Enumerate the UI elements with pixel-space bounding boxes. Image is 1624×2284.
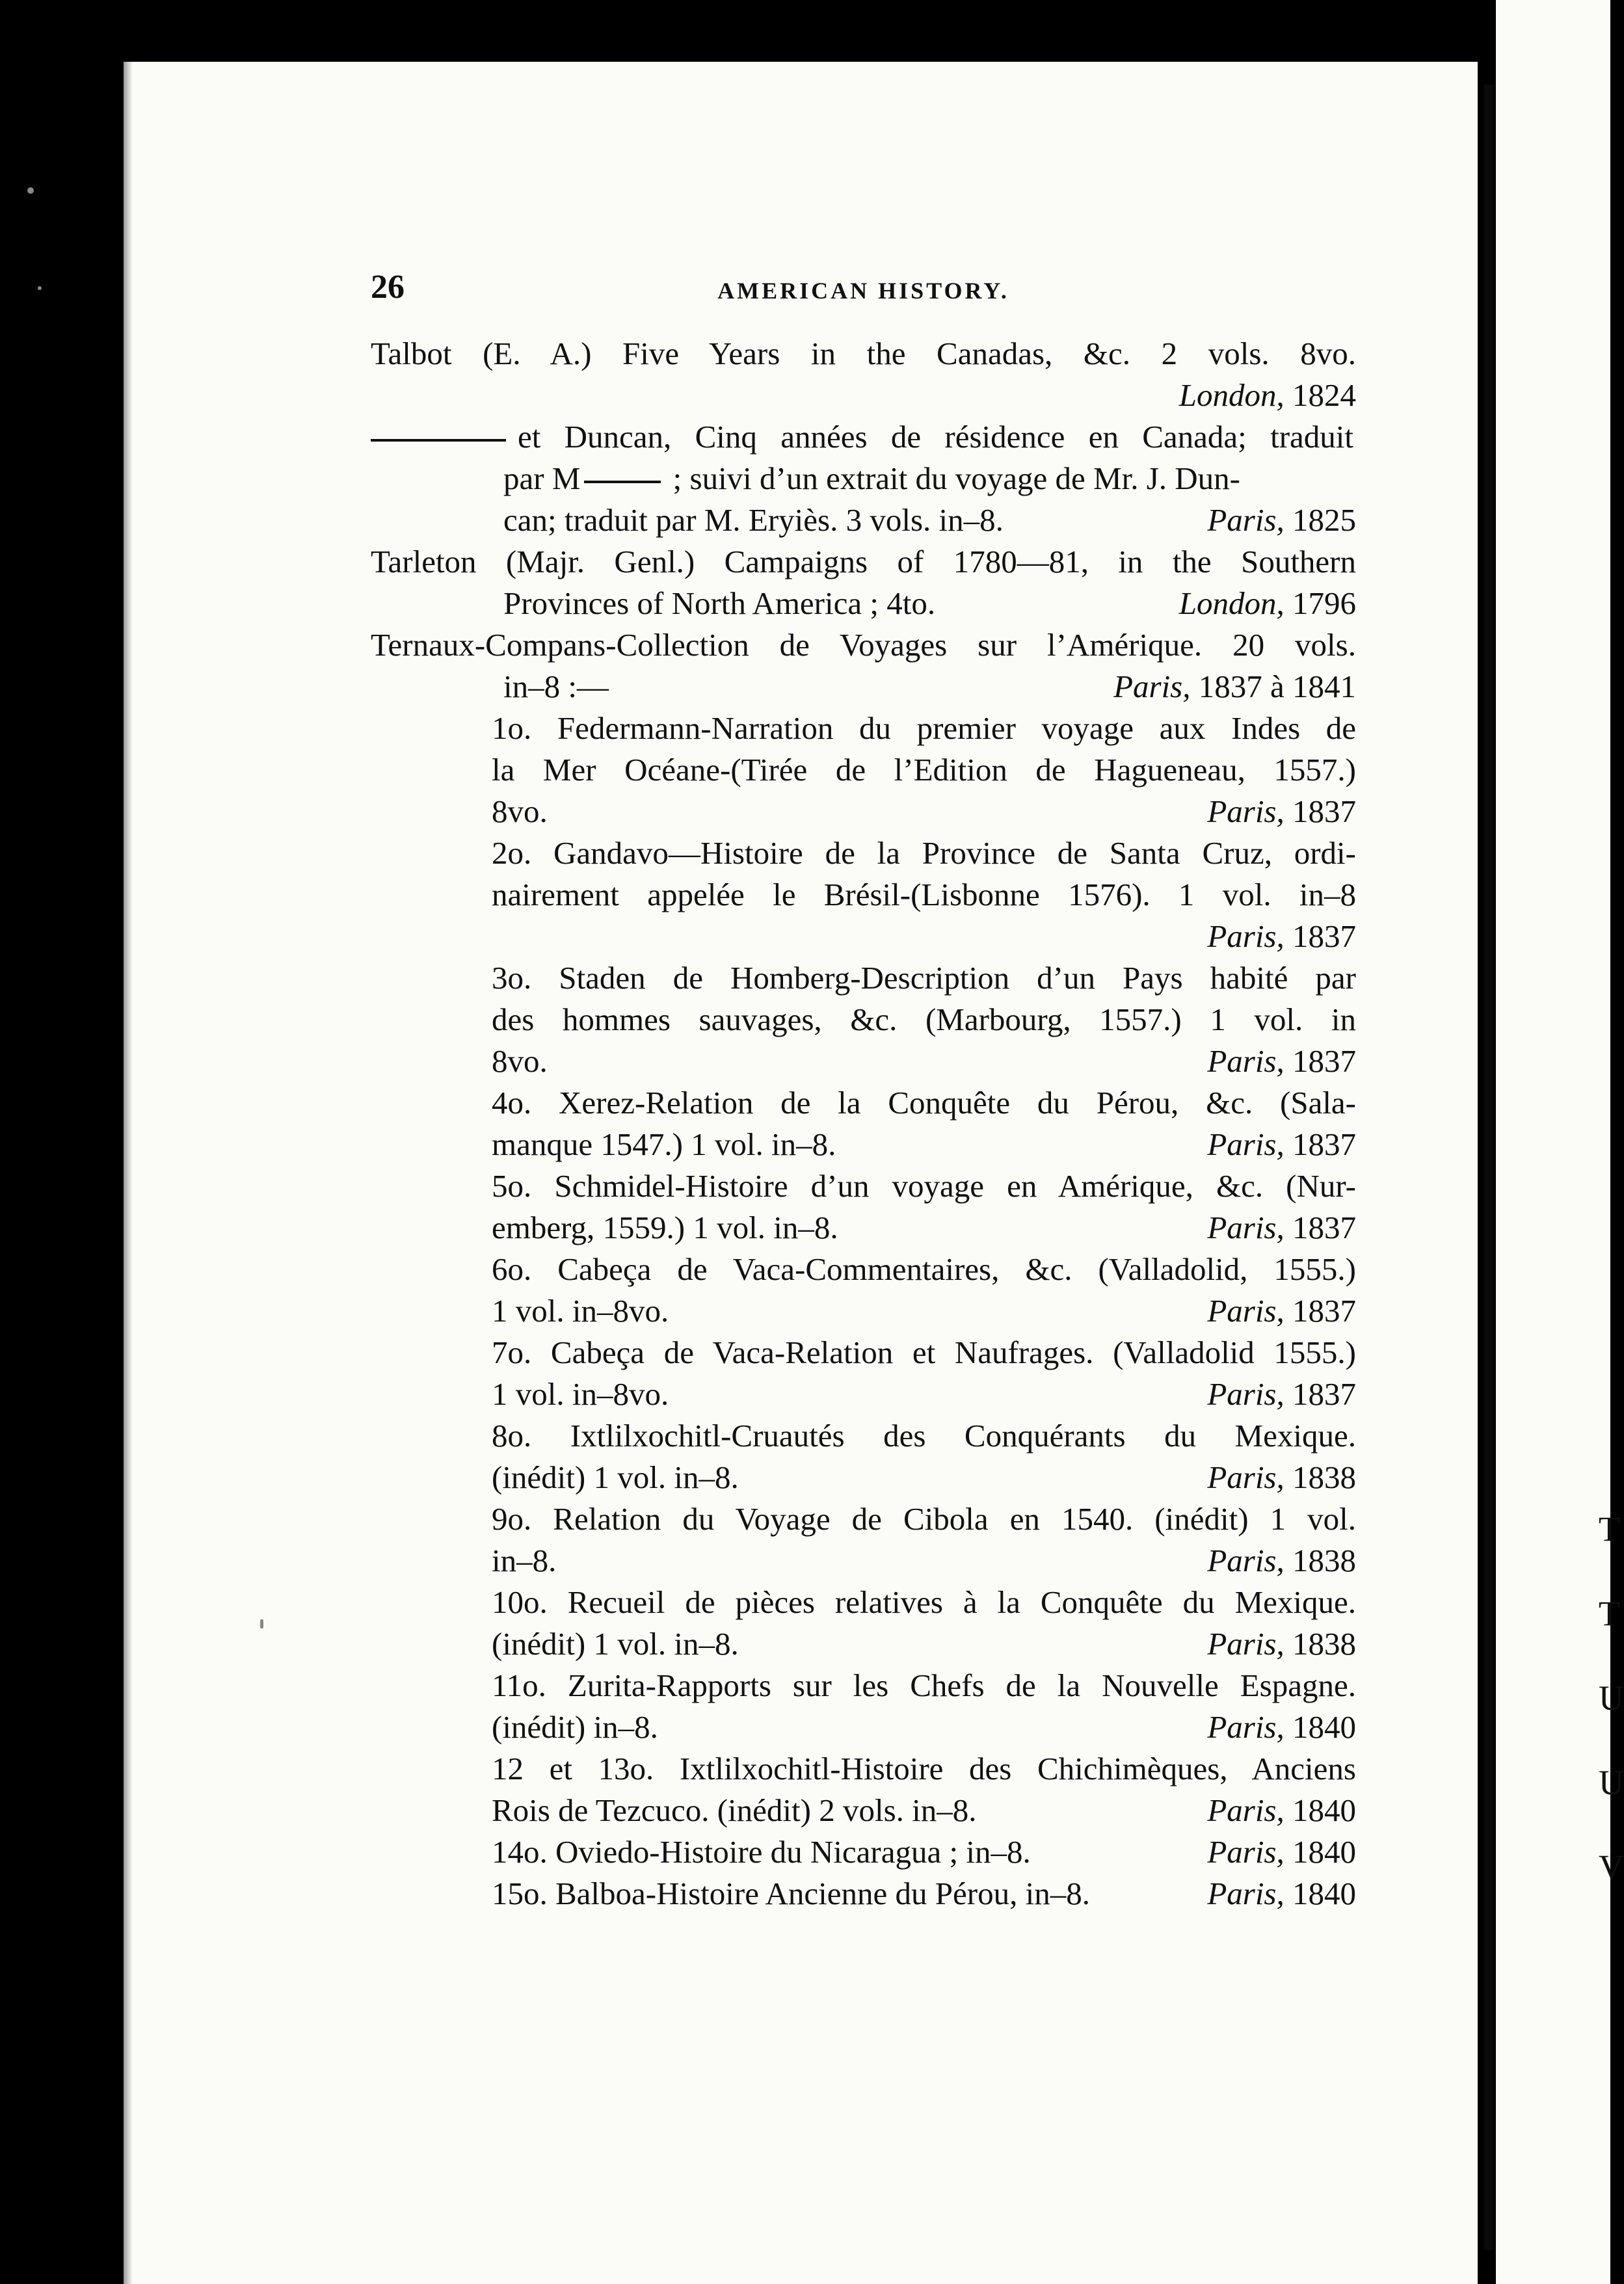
imprint-place: Paris, — [1207, 1876, 1285, 1911]
entry-line — [371, 541, 1356, 583]
entry-text: (inédit) 1 vol. in–8. — [492, 1459, 739, 1495]
entry-line — [371, 1706, 1356, 1748]
imprint-place: Paris, — [1207, 1834, 1285, 1870]
entry-text: can; traduit par M. Eryiès. 3 vols. in–8. — [503, 502, 1004, 538]
entry-line — [371, 1374, 1356, 1415]
imprint — [1179, 375, 1356, 416]
imprint-year: 1837 — [1284, 1126, 1356, 1162]
imprint — [1179, 583, 1356, 624]
ditto-rule — [584, 481, 661, 483]
entry-text: ; suivi d’un extrait du voyage de Mr. J. Dun- — [665, 460, 1240, 496]
imprint-place: London, — [1178, 377, 1285, 413]
imprint — [1207, 1790, 1356, 1831]
imprint-year: 1837 à 1841 — [1190, 669, 1356, 704]
facing-page-letter: T — [1599, 1509, 1620, 1548]
entry-line — [371, 499, 1356, 541]
imprint-year: 1840 — [1284, 1834, 1356, 1870]
ditto-rule — [371, 439, 506, 442]
imprint — [1207, 1041, 1356, 1082]
entry-text: (inédit) 1 vol. in–8. — [492, 1626, 739, 1662]
entry-line — [371, 1790, 1356, 1831]
entry-line — [371, 916, 1356, 957]
facing-page-letter: V — [1599, 1848, 1624, 1887]
entry-text: Ternaux-Compans-Collection de Voyages sur l’Amérique. 20 vols. — [371, 627, 1356, 663]
entry-text: nairement appelée le Brésil-(Lisbonne 1576). 1 vol. in–8 — [492, 877, 1356, 912]
entry-line — [371, 791, 1356, 832]
imprint-place: Paris, — [1207, 1126, 1285, 1162]
entry-line — [371, 1831, 1356, 1873]
imprint — [1207, 499, 1356, 541]
imprint-place: London, — [1178, 585, 1285, 621]
imprint — [1207, 1457, 1356, 1498]
entry-text: par M — [503, 460, 581, 496]
imprint — [1207, 1831, 1356, 1873]
entry-text: des hommes sauvages, &c. (Marbourg, 1557.) 1 vol. in — [492, 1002, 1356, 1037]
entry-text: 3o. Staden de Homberg-Description d’un Pays habité par — [492, 960, 1356, 996]
entry-text: 7o. Cabeça de Vaca-Relation et Naufrages. (Valladolid 1555.) — [492, 1335, 1356, 1370]
entry-line — [371, 749, 1356, 791]
imprint-place: Paris, — [1113, 669, 1191, 704]
entry-text: 4o. Xerez-Relation de la Conquête du Pérou, &c. (Sala- — [492, 1085, 1356, 1121]
imprint-place: Paris, — [1207, 1459, 1285, 1495]
entry-text: 10o. Recueil de pièces relatives à la Conquête du Mexique. — [492, 1584, 1356, 1620]
imprint-year: 1825 — [1284, 502, 1356, 538]
entry-line — [371, 957, 1356, 999]
speck — [260, 1619, 263, 1628]
imprint — [1207, 1374, 1356, 1415]
imprint — [1207, 1706, 1356, 1748]
entry-text: Talbot (E. A.) Five Years in the Canadas, &c. 2 vols. 8vo. — [371, 336, 1356, 371]
imprint — [1207, 791, 1356, 832]
page-header — [371, 268, 1356, 313]
entry-line — [371, 1415, 1356, 1457]
imprint-year: 1837 — [1284, 1043, 1356, 1079]
entry-text: in–8. — [492, 1543, 557, 1578]
imprint — [1207, 1540, 1356, 1582]
imprint-year: 1837 — [1284, 918, 1356, 954]
imprint-place: Paris, — [1207, 918, 1285, 954]
entry-text: Tarleton (Majr. Genl.) Campaigns of 1780—81, in the Southern — [371, 544, 1356, 579]
entry-text: 5o. Schmidel-Histoire d’un voyage en Amérique, &c. (Nur- — [492, 1168, 1356, 1204]
imprint-place: Paris, — [1207, 1626, 1285, 1662]
speck — [27, 187, 34, 194]
entry-line — [371, 583, 1356, 624]
entry-text: 8vo. — [492, 793, 548, 829]
imprint-year: 1838 — [1284, 1459, 1356, 1495]
imprint-year: 1837 — [1284, 1376, 1356, 1412]
imprint — [1207, 1290, 1356, 1332]
facing-page-letter: U — [1599, 1679, 1624, 1718]
entry-text: 15o. Balboa-Histoire Ancienne du Pérou, in–8. — [492, 1876, 1090, 1911]
imprint-year: 1838 — [1284, 1543, 1356, 1578]
entry-text: 12 et 13o. Ixtlilxochitl-Histoire des Chichimèques, Anciens — [492, 1751, 1356, 1786]
entry-text: 6o. Cabeça de Vaca-Commentaires, &c. (Valladolid, 1555.) — [492, 1251, 1356, 1287]
entry-line — [371, 666, 1356, 708]
entry-text: 8vo. — [492, 1043, 548, 1079]
entry-line — [371, 624, 1356, 666]
entry-text: la Mer Océane-(Tirée de l’Edition de Hagueneau, 1557.) — [492, 752, 1356, 788]
imprint — [1113, 666, 1356, 708]
entry-text: 1o. Federmann-Narration du premier voyage aux Indes de — [492, 710, 1356, 746]
entry-line — [371, 1124, 1356, 1165]
facing-page-edge — [1496, 0, 1610, 2284]
entry-line — [371, 832, 1356, 874]
speck — [38, 286, 42, 290]
imprint-year: 1840 — [1284, 1709, 1356, 1745]
entry-text: 1 vol. in–8vo. — [492, 1293, 669, 1329]
entry-text: 8o. Ixtlilxochitl-Cruautés des Conquérants du Mexique. — [492, 1418, 1356, 1454]
entry-text: 14o. Oviedo-Histoire du Nicaragua ; in–8. — [492, 1834, 1031, 1870]
imprint — [1207, 916, 1356, 957]
entry-line — [371, 1249, 1356, 1290]
imprint — [1207, 1207, 1356, 1249]
entry-text: 1 vol. in–8vo. — [492, 1376, 669, 1412]
imprint — [1207, 1124, 1356, 1165]
imprint-place: Paris, — [1207, 1792, 1285, 1828]
page-number: 26 — [371, 269, 405, 306]
entry-line — [371, 1082, 1356, 1124]
entry-line — [371, 999, 1356, 1041]
entry-line — [371, 1457, 1356, 1498]
entry-line — [371, 1165, 1356, 1207]
page-edge-shadow — [124, 62, 133, 2284]
entry-line — [371, 1873, 1356, 1915]
entry-text: emberg, 1559.) 1 vol. in–8. — [492, 1210, 838, 1245]
imprint-year: 1837 — [1284, 1293, 1356, 1329]
entry-text: 9o. Relation du Voyage de Cibola en 1540. (inédit) 1 vol. — [492, 1501, 1356, 1537]
imprint-place: Paris, — [1207, 502, 1285, 538]
bibliography-entries — [371, 333, 1356, 1915]
imprint-year: 1824 — [1284, 377, 1356, 413]
entry-line — [371, 1582, 1356, 1623]
entry-line — [371, 1540, 1356, 1582]
entry-line — [371, 1748, 1356, 1790]
entry-line — [371, 333, 1356, 375]
entry-line — [371, 1623, 1356, 1665]
entry-line — [371, 874, 1356, 916]
running-head: AMERICAN HISTORY. — [717, 278, 1009, 304]
entry-line — [371, 1498, 1356, 1540]
entry-text: Rois de Tezcuco. (inédit) 2 vols. in–8. — [492, 1792, 977, 1828]
imprint-place: Paris, — [1207, 1293, 1285, 1329]
facing-page-letter: U — [1599, 1763, 1624, 1802]
imprint-year: 1837 — [1284, 1210, 1356, 1245]
imprint-year: 1840 — [1284, 1792, 1356, 1828]
imprint-place: Paris, — [1207, 793, 1285, 829]
imprint-place: Paris, — [1207, 1043, 1285, 1079]
entry-line — [371, 1332, 1356, 1374]
imprint — [1207, 1623, 1356, 1665]
entry-line — [371, 1207, 1356, 1249]
entry-text: 2o. Gandavo—Histoire de la Province de Santa Cruz, ordi- — [492, 835, 1356, 871]
entry-line — [371, 1290, 1356, 1332]
entry-line — [371, 458, 1356, 499]
entry-text: 11o. Zurita-Rapports sur les Chefs de la Nouvelle Espagne. — [492, 1667, 1356, 1703]
entry-text: manque 1547.) 1 vol. in–8. — [492, 1126, 836, 1162]
imprint-year: 1837 — [1284, 793, 1356, 829]
entry-line — [371, 416, 1356, 458]
imprint-year: 1838 — [1284, 1626, 1356, 1662]
entry-text: in–8 :— — [503, 669, 609, 704]
imprint-place: Paris, — [1207, 1376, 1285, 1412]
page-gutter — [1484, 85, 1493, 2250]
entry-line — [371, 1041, 1356, 1082]
imprint-place: Paris, — [1207, 1709, 1285, 1745]
entry-text: (inédit) in–8. — [492, 1709, 658, 1745]
entry-text: Provinces of North America ; 4to. — [503, 585, 936, 621]
imprint — [1207, 1873, 1356, 1915]
imprint-place: Paris, — [1207, 1543, 1285, 1578]
entry-line — [371, 1665, 1356, 1706]
entry-line — [371, 375, 1356, 416]
entry-text: et Duncan, Cinq années de résidence en Canada; traduit — [518, 419, 1353, 455]
imprint-year: 1840 — [1284, 1876, 1356, 1911]
imprint-year: 1796 — [1284, 585, 1356, 621]
entry-line — [371, 708, 1356, 749]
imprint-place: Paris, — [1207, 1210, 1285, 1245]
facing-page-letter: T — [1599, 1594, 1620, 1633]
